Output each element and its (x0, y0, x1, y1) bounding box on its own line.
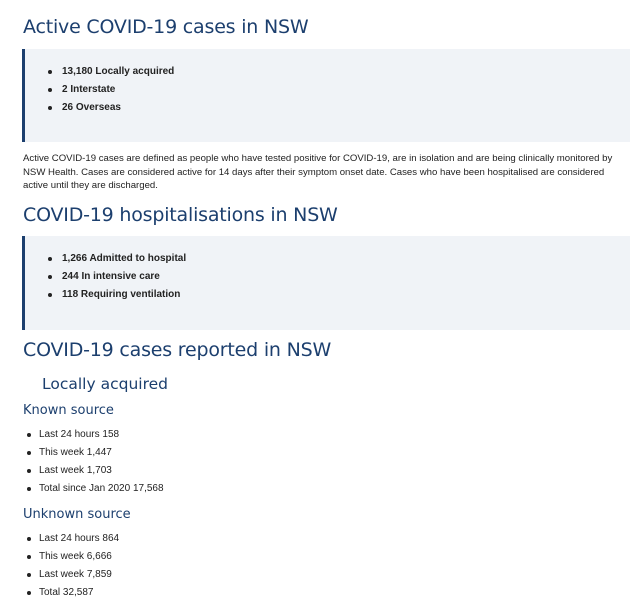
active-cases-description: Active COVID-19 cases are defined as people who have tested positive for COVID-19, are in isolation and are being clinically monitored by NSW Health. Cases are considered active for 14 days after their symptom onset date. Cases who have been hospitalised are considered active until they are discharged. (23, 153, 613, 191)
list-item: 244 In intensive care (47, 268, 186, 286)
unknown-source-heading: Unknown source (23, 507, 131, 522)
unknown-source-list (24, 530, 119, 602)
list-item: 1,266 Admitted to hospital (47, 250, 186, 268)
list-item: Total 32,587 (24, 584, 119, 602)
list-item: 13,180 Locally acquired (47, 63, 174, 81)
known-source-heading: Known source (23, 403, 114, 418)
list-item: Total since Jan 2020 17,568 (24, 480, 164, 498)
active-cases-list (47, 63, 174, 117)
list-item: 2 Interstate (47, 81, 174, 99)
known-source-list (24, 426, 164, 498)
hospitalisations-callout (22, 236, 630, 330)
active-cases-callout (22, 49, 630, 142)
list-item: This week 1,447 (24, 444, 164, 462)
cases-reported-heading: COVID-19 cases reported in NSW (23, 339, 332, 361)
list-item: 118 Requiring ventilation (47, 286, 186, 304)
list-item: This week 6,666 (24, 548, 119, 566)
list-item: 26 Overseas (47, 99, 174, 117)
list-item: Last week 7,859 (24, 566, 119, 584)
hospitalisations-list (47, 250, 186, 304)
list-item: Last week 1,703 (24, 462, 164, 480)
list-item: Last 24 hours 158 (24, 426, 164, 444)
locally-acquired-heading: Locally acquired (42, 375, 168, 393)
active-cases-heading: Active COVID-19 cases in NSW (23, 16, 309, 38)
list-item: Last 24 hours 864 (24, 530, 119, 548)
hospitalisations-heading: COVID-19 hospitalisations in NSW (23, 204, 338, 226)
